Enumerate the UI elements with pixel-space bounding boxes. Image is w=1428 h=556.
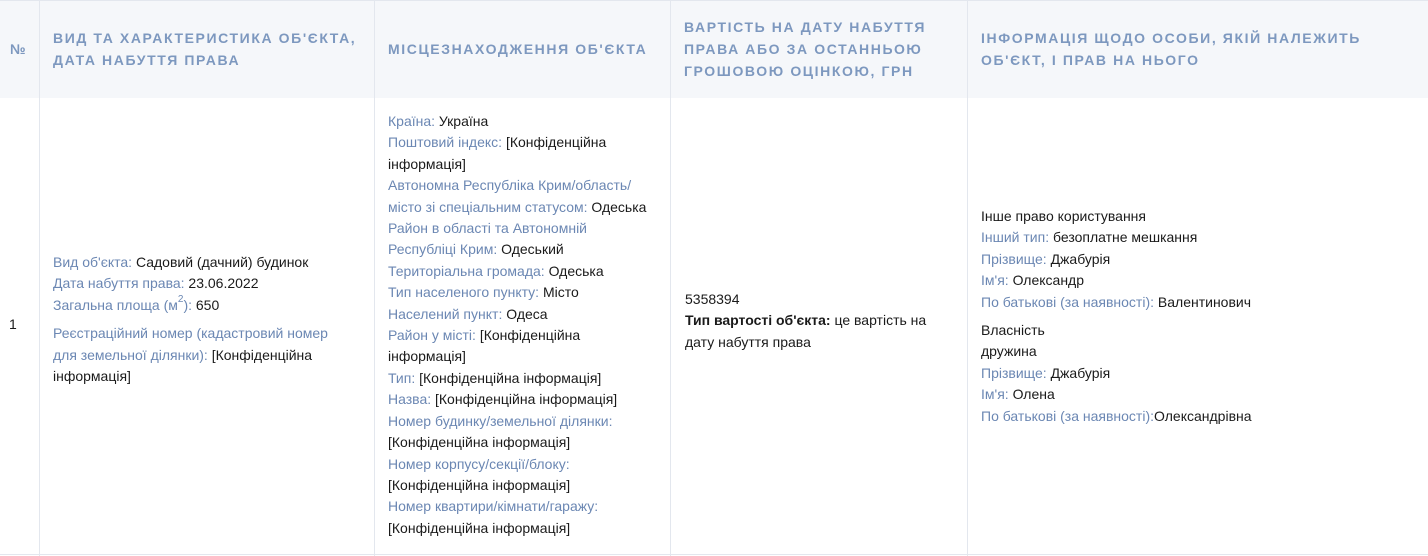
header-line: МІСЦЕЗНАХОДЖЕННЯ ОБ'ЄКТА	[388, 40, 648, 57]
value-cell: 5358394 Тип вартості об'єкта: це вартість на дату набуття права	[685, 289, 965, 353]
value-type-line: Тип вартості об'єкта: це вартість на	[685, 312, 927, 329]
header-line: ІНФОРМАЦІЯ ЩОДО ОСОБИ, ЯКІЙ НАЛЕЖИТЬ	[981, 29, 1361, 46]
district-line: Район в області та Автономній	[388, 220, 588, 237]
street-name-line: Назва: [Конфіденційна інформація]	[388, 391, 618, 408]
header-line: ПРАВА АБО ЗА ОСТАННЬОЮ	[684, 40, 923, 57]
header-line: ГРОШОВОЮ ОЦІНКОЮ, ГРН	[684, 62, 914, 79]
acquisition-date-line: Дата набуття права: 23.06.2022	[53, 275, 259, 292]
building-number-line: Номер корпусу/секції/блоку:	[388, 455, 570, 472]
location-cell: Країна: Україна Поштовий індекс: [Конфіденційна інформація] Автономна Республіка Крим/область/ місто зі спеціальним статусом: Одеська Район в області та Автономній Республіці Крим: Одеський Територіальна громада: Одеська Тип населеного пункту: Місто Населений пункт: Одеса Район у місті: [Конфіденційна інформація] Тип: [Конфіденційна інформація] Назва: [Конфіденційна інформація] Номер будинку/земельної ділянки: [Конфіденційна інформація] Номер корпусу/секції/блоку: [Конфіденційна інформація] Номер квартири/кімнати/гаражу: [Конфіденційна інформація]	[388, 111, 670, 539]
object-value-amount: 5358394	[685, 291, 740, 307]
region-line: Автономна Республіка Крим/область/	[388, 177, 632, 194]
header-line: ОБ'ЄКТ, І ПРАВ НА НЬОГО	[981, 51, 1200, 68]
object-type-line: Вид об'єкта: Садовий (дачний) будинок	[53, 254, 309, 270]
patronymic-line: По батькові (за наявності): Валентинович	[981, 293, 1252, 310]
total-area-line: Загальна площа $(м^2)$: 650	[53, 294, 220, 313]
settlement-type-line: Тип населеного пункту: Місто	[388, 284, 579, 301]
header-owner-info	[967, 0, 1428, 97]
name-line: Ім'я: Олександр	[981, 272, 1085, 289]
header-number-label: №	[10, 40, 28, 57]
registration-number-line: Реєстраційний номер (кадастровий номер	[53, 325, 328, 342]
patronymic-line: По батькові (за наявності):Олександрівна	[981, 407, 1252, 424]
header-number	[0, 0, 39, 97]
right-type: Власність	[981, 322, 1045, 339]
object-description-cell: Вид об'єкта: Садовий (дачний) будинок Дата набуття права: 23.06.2022 Загальна площа $(м^2)$: 650 Реєстраційний номер (кадастровий номер для земельної ділянки): [Конфіденційна інформація]	[53, 252, 373, 387]
header-object-type	[39, 0, 374, 97]
owner-info-cell	[981, 206, 1421, 427]
row-number-value: 1	[9, 316, 17, 332]
right-type: Інше право користування	[981, 208, 1146, 224]
city-district-line: Район у місті: [Конфіденційна	[388, 327, 581, 344]
house-number-line: Номер будинку/земельної ділянки:	[388, 412, 613, 429]
country-line: Країна: Україна	[388, 113, 489, 129]
relation: дружина	[981, 343, 1037, 360]
postal-code-line: Поштовий індекс: [Конфіденційна	[388, 134, 607, 151]
community-line: Територіальна громада: Одеська	[388, 262, 604, 279]
header-line: ВИД ТА ХАРАКТЕРИСТИКА ОБ'ЄКТА,	[53, 29, 357, 46]
header-line: ВАРТІСТЬ НА ДАТУ НАБУТТЯ	[684, 18, 927, 35]
name-line: Ім'я: Олена	[981, 386, 1055, 403]
header-line: ДАТА НАБУТТЯ ПРАВА	[53, 51, 241, 68]
street-type-line: Тип: [Конфіденційна інформація]	[388, 369, 602, 386]
header-value	[670, 0, 967, 97]
apartment-number-line: Номер квартири/кімнати/гаражу:	[388, 498, 599, 515]
row-number	[9, 314, 17, 335]
surname-line: Прізвище: Джабурія	[981, 250, 1111, 267]
settlement-line: Населений пункт: Одеса	[388, 305, 548, 322]
surname-line: Прізвище: Джабурія	[981, 364, 1111, 381]
other-type-line: Інший тип: безоплатне мешкання	[981, 229, 1198, 246]
header-location	[374, 0, 670, 97]
